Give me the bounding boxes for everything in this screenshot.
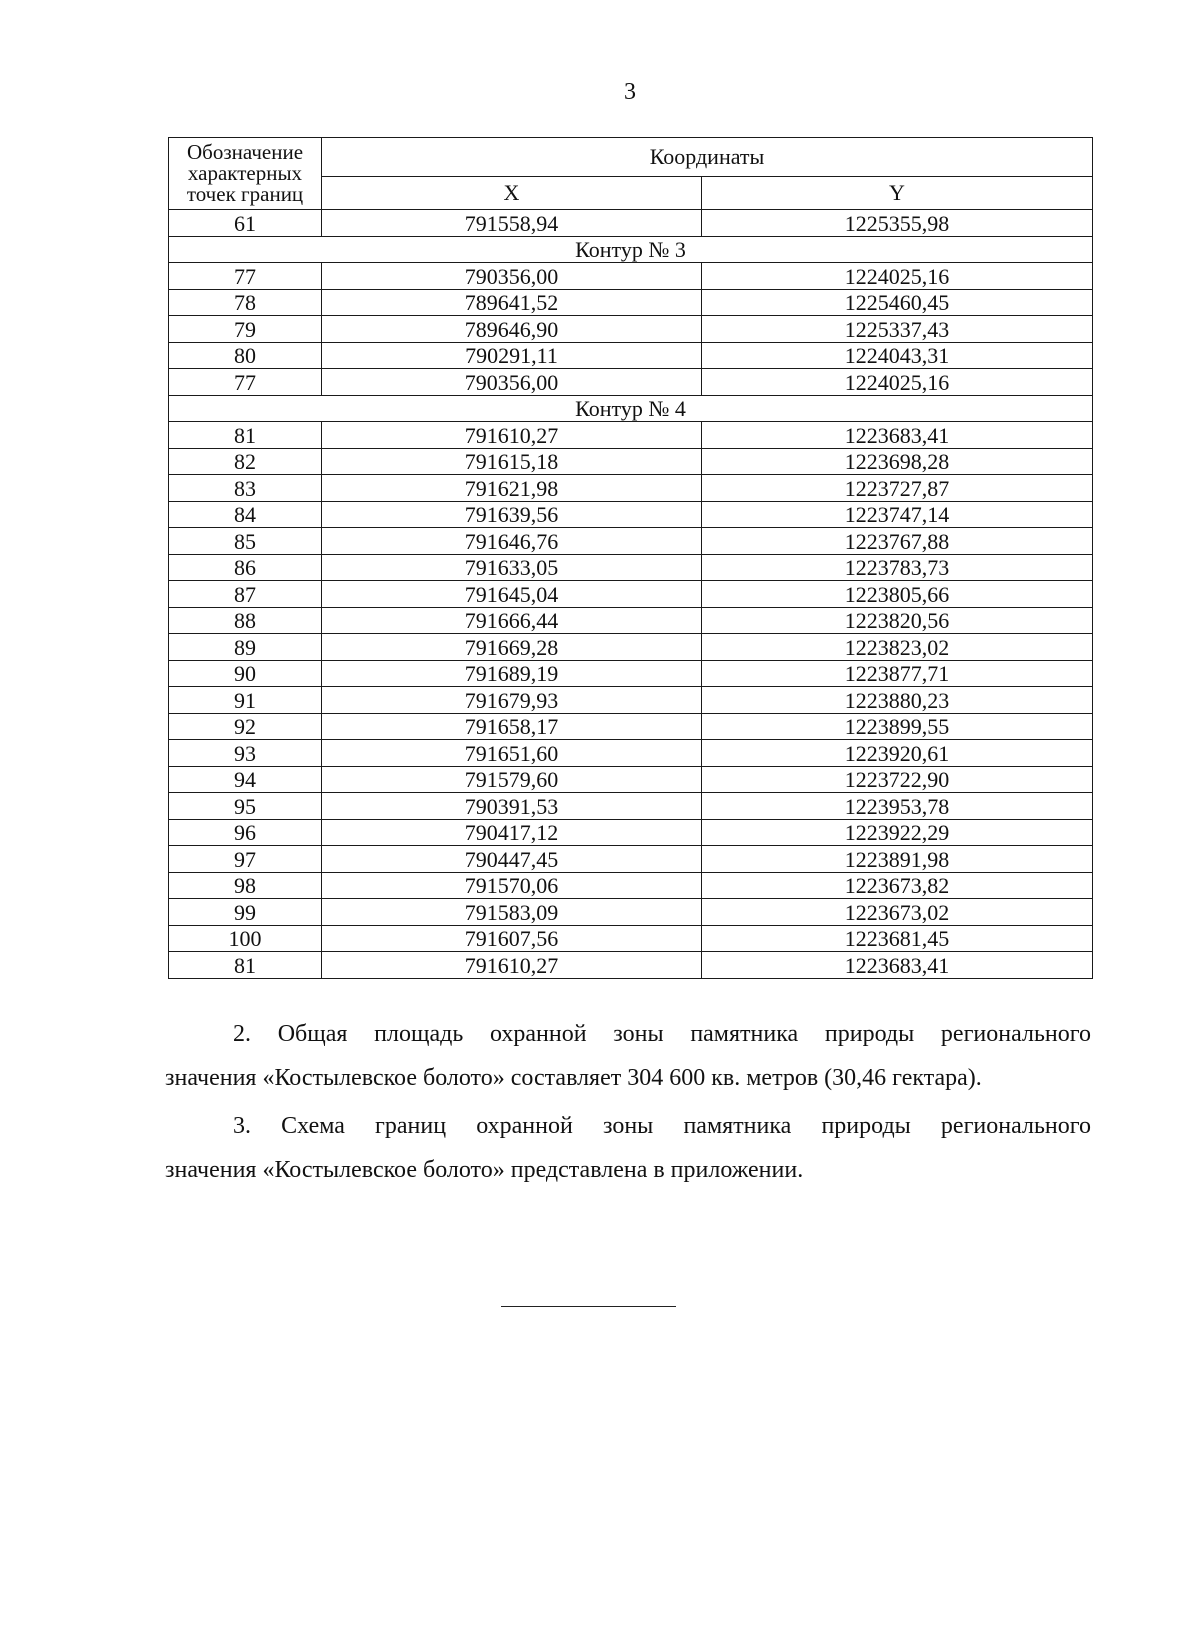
cell-y: 1223953,78 <box>702 793 1093 820</box>
cell-point: 86 <box>169 554 322 581</box>
cell-y: 1223683,41 <box>702 422 1093 449</box>
paragraph-line: значения «Костылевское болото» представлена в приложении. <box>165 1157 804 1183</box>
cell-y: 1223698,28 <box>702 448 1093 475</box>
cell-x: 789646,90 <box>322 316 702 343</box>
cell-point: 100 <box>169 925 322 952</box>
cell-x: 791651,60 <box>322 740 702 767</box>
cell-x: 791666,44 <box>322 607 702 634</box>
table-row <box>169 581 1093 608</box>
table-row <box>169 422 1093 449</box>
cell-y: 1223805,66 <box>702 581 1093 608</box>
cell-x: 791607,56 <box>322 925 702 952</box>
cell-point: 61 <box>169 210 322 237</box>
cell-point: 79 <box>169 316 322 343</box>
table-row <box>169 713 1093 740</box>
table-body <box>169 210 1093 979</box>
cell-point: 81 <box>169 952 322 979</box>
header-point-designation: Обозначение характерных точек границ <box>169 138 322 210</box>
table-row <box>169 899 1093 926</box>
end-of-document-line <box>501 1306 676 1307</box>
cell-point: 92 <box>169 713 322 740</box>
cell-y: 1223747,14 <box>702 501 1093 528</box>
cell-x: 790447,45 <box>322 846 702 873</box>
cell-y: 1225355,98 <box>702 210 1093 237</box>
cell-x: 791639,56 <box>322 501 702 528</box>
paragraph-boundary-scheme <box>165 1104 1091 1192</box>
cell-y: 1223920,61 <box>702 740 1093 767</box>
cell-x: 791621,98 <box>322 475 702 502</box>
table-row <box>169 554 1093 581</box>
cell-x: 791610,27 <box>322 422 702 449</box>
cell-y: 1223820,56 <box>702 607 1093 634</box>
cell-y: 1223727,87 <box>702 475 1093 502</box>
cell-point: 89 <box>169 634 322 661</box>
cell-point: 93 <box>169 740 322 767</box>
cell-y: 1223683,41 <box>702 952 1093 979</box>
cell-x: 791633,05 <box>322 554 702 581</box>
table-row <box>169 872 1093 899</box>
table-row <box>169 369 1093 396</box>
cell-point: 87 <box>169 581 322 608</box>
header-y: Y <box>702 177 1093 210</box>
cell-point: 97 <box>169 846 322 873</box>
table-row <box>169 925 1093 952</box>
cell-point: 94 <box>169 766 322 793</box>
cell-y: 1223673,82 <box>702 872 1093 899</box>
cell-x: 791645,04 <box>322 581 702 608</box>
paragraph-line: 3. Схема границ охранной зоны памятника природы регионального <box>233 1113 1091 1139</box>
cell-y: 1223673,02 <box>702 899 1093 926</box>
cell-y: 1225460,45 <box>702 289 1093 316</box>
cell-x: 789641,52 <box>322 289 702 316</box>
header-x: X <box>322 177 702 210</box>
table-row <box>169 846 1093 873</box>
cell-point: 77 <box>169 369 322 396</box>
cell-x: 791689,19 <box>322 660 702 687</box>
table-row <box>169 342 1093 369</box>
cell-x: 790291,11 <box>322 342 702 369</box>
cell-y: 1224043,31 <box>702 342 1093 369</box>
table-row <box>169 660 1093 687</box>
table-row <box>169 819 1093 846</box>
cell-point: 96 <box>169 819 322 846</box>
paragraph-line: значения «Костылевское болото» составляет 304 600 кв. метров (30,46 гектара). <box>165 1065 982 1091</box>
cell-y: 1224025,16 <box>702 369 1093 396</box>
cell-point: 99 <box>169 899 322 926</box>
table-row <box>169 793 1093 820</box>
table-row <box>169 475 1093 502</box>
cell-y: 1223891,98 <box>702 846 1093 873</box>
contour-label: Контур № 3 <box>169 236 1093 263</box>
table-row <box>169 263 1093 290</box>
table-row <box>169 210 1093 237</box>
cell-point: 80 <box>169 342 322 369</box>
table-row <box>169 448 1093 475</box>
cell-x: 791658,17 <box>322 713 702 740</box>
table-row <box>169 607 1093 634</box>
table-row <box>169 289 1093 316</box>
cell-x: 791579,60 <box>322 766 702 793</box>
cell-x: 790391,53 <box>322 793 702 820</box>
contour-label: Контур № 4 <box>169 395 1093 422</box>
cell-y: 1223877,71 <box>702 660 1093 687</box>
cell-x: 791615,18 <box>322 448 702 475</box>
table-row <box>169 501 1093 528</box>
cell-x: 791646,76 <box>322 528 702 555</box>
cell-y: 1223880,23 <box>702 687 1093 714</box>
table-row <box>169 687 1093 714</box>
cell-point: 82 <box>169 448 322 475</box>
cell-y: 1223722,90 <box>702 766 1093 793</box>
cell-y: 1223899,55 <box>702 713 1093 740</box>
paragraph-total-area <box>165 1012 1091 1100</box>
table-row <box>169 740 1093 767</box>
table-row <box>169 316 1093 343</box>
cell-x: 791610,27 <box>322 952 702 979</box>
cell-y: 1224025,16 <box>702 263 1093 290</box>
page-number: 3 <box>624 79 636 105</box>
cell-x: 791583,09 <box>322 899 702 926</box>
table-header <box>169 138 1093 210</box>
cell-y: 1223767,88 <box>702 528 1093 555</box>
coordinates-table <box>168 137 1093 979</box>
cell-point: 83 <box>169 475 322 502</box>
cell-point: 81 <box>169 422 322 449</box>
table-row <box>169 952 1093 979</box>
table-row <box>169 528 1093 555</box>
cell-x: 791679,93 <box>322 687 702 714</box>
cell-point: 95 <box>169 793 322 820</box>
contour-row <box>169 395 1093 422</box>
cell-point: 91 <box>169 687 322 714</box>
header-coordinates: Координаты <box>322 138 1093 177</box>
cell-x: 790356,00 <box>322 263 702 290</box>
cell-y: 1223783,73 <box>702 554 1093 581</box>
contour-row <box>169 236 1093 263</box>
paragraph-line: 2. Общая площадь охранной зоны памятника природы регионального <box>233 1021 1091 1047</box>
cell-point: 90 <box>169 660 322 687</box>
cell-point: 98 <box>169 872 322 899</box>
cell-y: 1223681,45 <box>702 925 1093 952</box>
cell-point: 77 <box>169 263 322 290</box>
cell-x: 790417,12 <box>322 819 702 846</box>
cell-x: 790356,00 <box>322 369 702 396</box>
cell-x: 791669,28 <box>322 634 702 661</box>
cell-y: 1225337,43 <box>702 316 1093 343</box>
cell-point: 88 <box>169 607 322 634</box>
cell-point: 84 <box>169 501 322 528</box>
cell-x: 791570,06 <box>322 872 702 899</box>
cell-point: 78 <box>169 289 322 316</box>
cell-point: 85 <box>169 528 322 555</box>
cell-y: 1223922,29 <box>702 819 1093 846</box>
cell-y: 1223823,02 <box>702 634 1093 661</box>
cell-x: 791558,94 <box>322 210 702 237</box>
table-row <box>169 766 1093 793</box>
table-row <box>169 634 1093 661</box>
